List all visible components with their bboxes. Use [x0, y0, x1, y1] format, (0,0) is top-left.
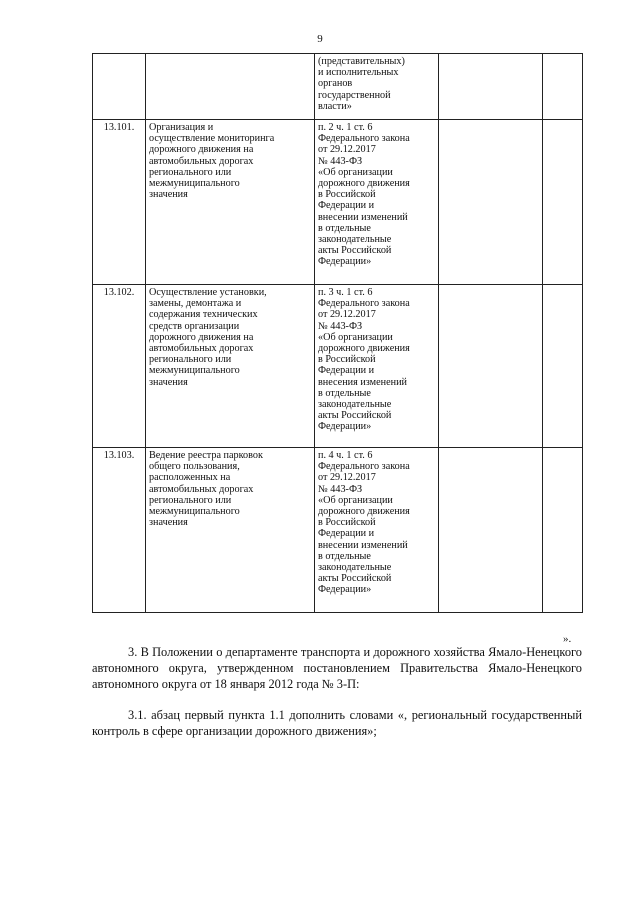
- empty-cell: [543, 120, 583, 285]
- table-row: [93, 448, 583, 613]
- empty-cell: [543, 448, 583, 613]
- empty-cell: [543, 54, 583, 120]
- table-row: [93, 120, 583, 285]
- empty-cell: [439, 285, 543, 448]
- authority-name: Осуществление установки, замены, демонтажа и содержания технических средств организации дорожного движения на автомобильных дорогах регионального или межмуниципального значения: [146, 285, 315, 448]
- row-number: 13.101.: [93, 120, 146, 285]
- legal-basis: п. 2 ч. 1 ст. 6 Федерального закона от 29.12.2017 № 443-ФЗ «Об организации дорожного движения в Российской Федерации и внесении изменений в отдельные законодательные акты Российской Федерации»: [315, 120, 439, 285]
- paragraph-3-1-text: 3.1. абзац первый пункта 1.1 дополнить словами «, региональный государственный контроль в сфере организации дорожного движения»;: [92, 708, 582, 738]
- page-number: 9: [317, 33, 323, 45]
- paragraph-3-1: [92, 708, 582, 740]
- legal-basis: п. 3 ч. 1 ст. 6 Федерального закона от 29.12.2017 № 443-ФЗ «Об организации дорожного движения в Российской Федерации и внесения изменений в отдельные законодательные акты Российской Федерации»: [315, 285, 439, 448]
- legal-basis: (представительных) и исполнительных органов государственной власти»: [315, 54, 439, 120]
- table-row: [93, 285, 583, 448]
- row-number: 13.102.: [93, 285, 146, 448]
- authority-name: Организация и осуществление мониторинга дорожного движения на автомобильных дорогах регионального или межмуниципального значения: [146, 120, 315, 285]
- paragraph-3-text: 3. В Положении о департаменте транспорта и дорожного хозяйства Ямало-Ненецкого автономного округа, утвержденном постановлением Правительства Ямало-Ненецкого автономного округа от 18 января 2012 года № 3-П:: [92, 645, 582, 691]
- row-number: 13.103.: [93, 448, 146, 613]
- empty-cell: [439, 120, 543, 285]
- row-number: [93, 54, 146, 120]
- legal-table: [92, 53, 583, 613]
- empty-cell: [439, 448, 543, 613]
- table-row: [93, 54, 583, 120]
- paragraph-3: [92, 645, 582, 692]
- empty-cell: [439, 54, 543, 120]
- authority-name: Ведение реестра парковок общего пользования, расположенных на автомобильных дорогах регионального или межмуниципального значения: [146, 448, 315, 613]
- legal-basis: п. 4 ч. 1 ст. 6 Федерального закона от 29.12.2017 № 443-ФЗ «Об организации дорожного движения в Российской Федерации и внесении изменений в отдельные законодательные акты Российской Федерации»: [315, 448, 439, 613]
- closing-quote: ».: [563, 633, 572, 645]
- empty-cell: [543, 285, 583, 448]
- authority-name: [146, 54, 315, 120]
